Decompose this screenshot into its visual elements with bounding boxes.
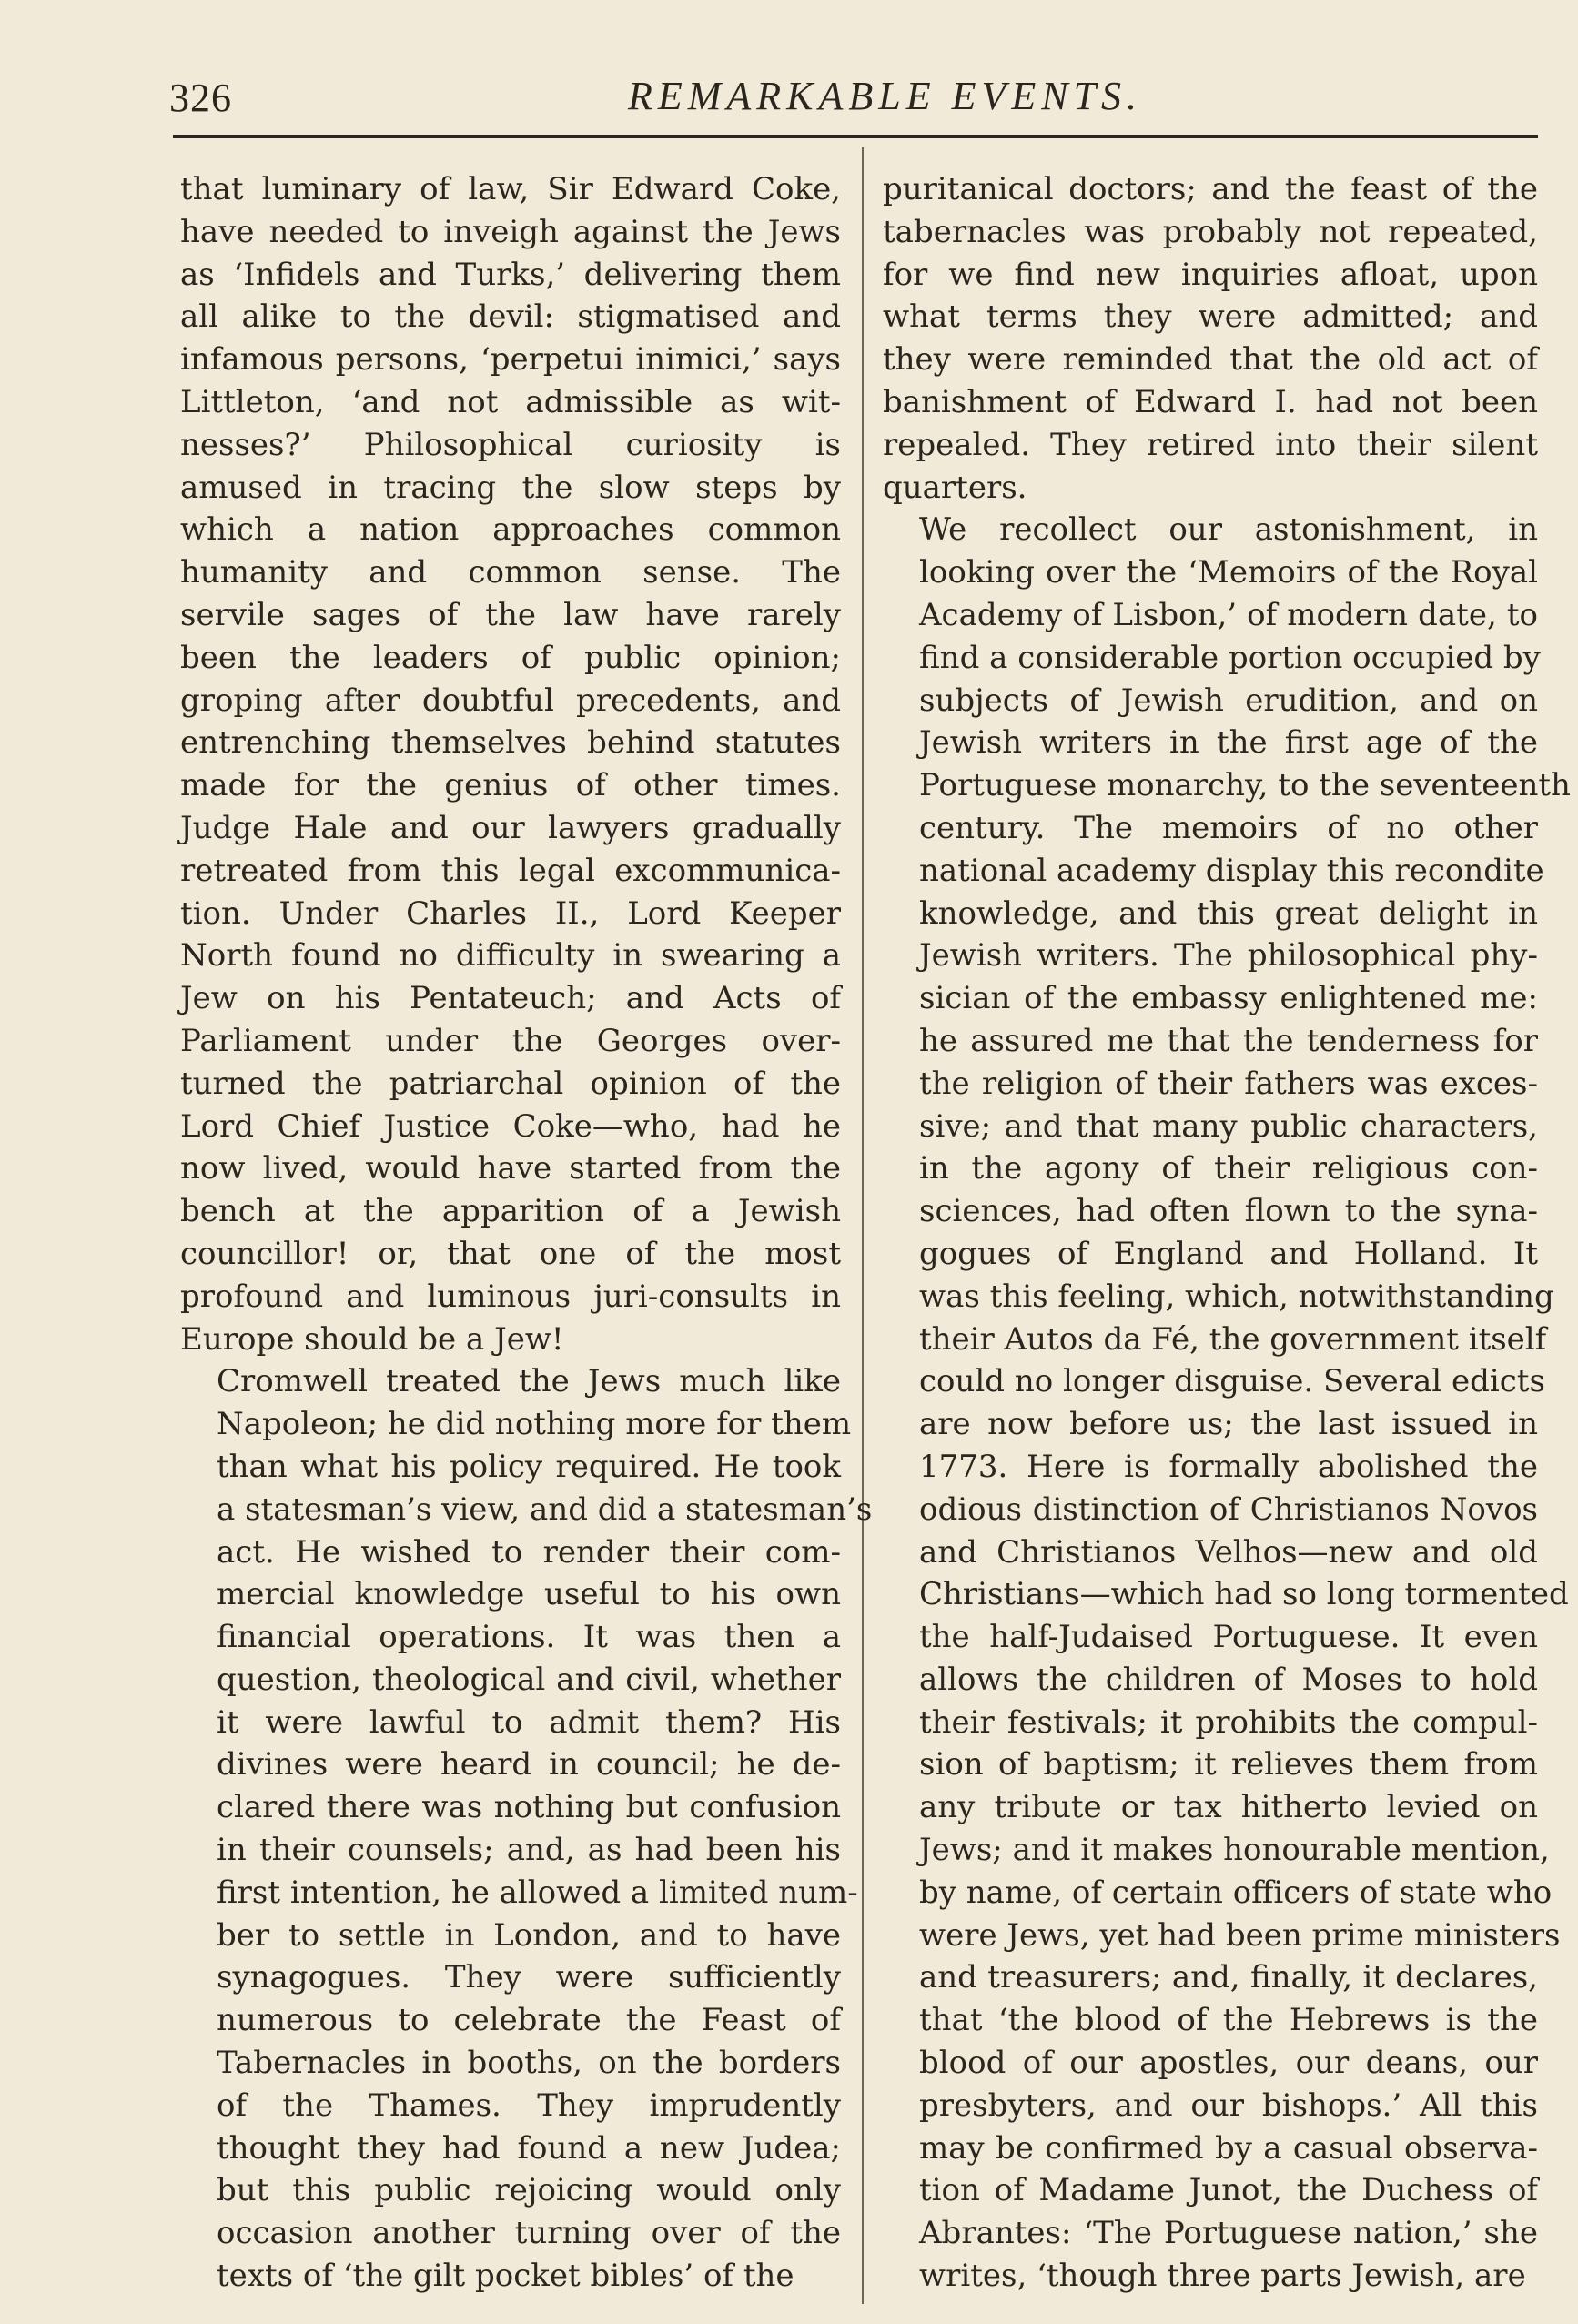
text-line: turned the patriarchal opinion of the	[180, 1065, 841, 1102]
text-line: sciences, had often flown to the syna-	[919, 1193, 1538, 1230]
text-line: Cromwell treated the Jews much like	[217, 1363, 841, 1400]
text-line: the religion of their fathers was exces-	[919, 1065, 1538, 1102]
text-line: allows the children of Moses to hold	[919, 1661, 1538, 1698]
text-line: any tribute or tax hitherto levied on	[919, 1789, 1538, 1826]
text-line: than what his policy required. He took	[217, 1448, 841, 1485]
text-line: subjects of Jewish erudition, and on	[919, 682, 1538, 719]
text-line: presbyters, and our bishops.’ All this	[919, 2087, 1538, 2124]
text-line: nesses?’ Philosophical curiosity is	[180, 426, 841, 463]
text-line: Jewish writers in the first age of the	[919, 724, 1538, 762]
text-line: a statesman’s view, and did a statesman’s	[217, 1490, 873, 1528]
text-line: looking over the ‘Memoirs of the Royal	[919, 554, 1538, 591]
text-line: century. The memoirs of no other	[919, 809, 1538, 846]
text-line: have needed to inveigh against the Jews	[180, 213, 841, 250]
text-line: by name, of certain officers of state who	[919, 1874, 1553, 1911]
text-line: national academy display this recondite	[919, 852, 1544, 889]
text-line: profound and luminous juri-consults in	[180, 1278, 841, 1315]
text-line: made for the genius of other times.	[180, 767, 841, 804]
text-line: Portuguese monarchy, to the seventeenth	[919, 767, 1571, 804]
text-line: tion of Madame Junot, the Duchess of	[919, 2172, 1538, 2209]
text-line: 1773. Here is formally abolished the	[919, 1448, 1538, 1485]
text-line: were Jews, yet had been prime ministers	[919, 1916, 1561, 1954]
text-line: Jews; and it makes honourable mention,	[919, 1832, 1550, 1869]
text-line: Judge Hale and our lawyers gradually	[180, 809, 841, 846]
text-line: North found no difficulty in swearing a	[180, 937, 841, 975]
text-line: quarters.	[883, 469, 1027, 506]
text-line: numerous to celebrate the Feast of	[217, 2002, 841, 2039]
text-line: amused in tracing the slow steps by	[180, 469, 841, 506]
text-line: Abrantes: ‘The Portuguese nation,’ she	[919, 2215, 1538, 2252]
text-line: what terms they were admitted; and	[883, 298, 1538, 336]
text-line: may be confirmed by a casual observa-	[919, 2129, 1538, 2167]
text-line: he assured me that the tenderness for	[919, 1022, 1538, 1059]
text-line: their Autos da Fé, the government itself	[919, 1320, 1547, 1358]
text-line: writes, ‘though three parts Jewish, are	[919, 2258, 1526, 2295]
text-line: in the agony of their religious con-	[919, 1150, 1538, 1187]
text-line: thought they had found a new Judea;	[217, 2129, 841, 2167]
text-line: repealed. They retired into their silent	[883, 426, 1538, 463]
text-line: Europe should be a Jew!	[180, 1320, 564, 1358]
text-line: for we find new inquiries afloat, upon	[883, 256, 1538, 293]
right-column	[883, 168, 1571, 2298]
text-line: but this public rejoicing would only	[217, 2172, 841, 2209]
text-line: groping after doubtful precedents, and	[180, 682, 841, 719]
text-line: Academy of Lisbon,’ of modern date, to	[919, 596, 1538, 633]
text-line: bench at the apparition of a Jewish	[180, 1193, 841, 1230]
text-line: ber to settle in London, and to have	[217, 1916, 841, 1954]
text-line: infamous persons, ‘perpetui inimici,’ says	[180, 341, 841, 379]
text-line: Jew on his Pentateuch; and Acts of	[180, 980, 841, 1017]
text-line: sive; and that many public characters,	[919, 1107, 1538, 1145]
text-line: tabernacles was probably not repeated,	[883, 213, 1538, 250]
text-line: their festivals; it prohibits the compul-	[919, 1703, 1538, 1741]
text-line: act. He wished to render their com-	[217, 1533, 841, 1571]
text-line: that luminary of law, Sir Edward Coke,	[180, 171, 841, 207]
text-line: they were reminded that the old act of	[883, 341, 1538, 379]
text-line: Littleton, ‘and not admissible as wit-	[180, 383, 841, 420]
text-line: blood of our apostles, our deans, our	[919, 2045, 1538, 2082]
left-column	[180, 168, 873, 2298]
text-line: puritanical doctors; and the feast of the	[883, 171, 1538, 207]
text-line: odious distinction of Christianos Novos	[919, 1490, 1538, 1528]
header-rule	[173, 135, 1538, 138]
text-line: Napoleon; he did nothing more for them	[217, 1406, 852, 1443]
text-line: which a nation approaches common	[180, 511, 841, 549]
text-line: question, theological and civil, whether	[217, 1661, 841, 1698]
text-line: as ‘Infidels and Turks,’ delivering them	[180, 256, 841, 293]
text-line: could no longer disguise. Several edicts	[919, 1363, 1545, 1400]
text-line: Parliament under the Georges over-	[180, 1022, 841, 1059]
text-line: retreated from this legal excommunica-	[180, 852, 841, 889]
text-line: that ‘the blood of the Hebrews is the	[919, 2002, 1538, 2039]
text-line: all alike to the devil: stigmatised and	[180, 298, 841, 336]
text-line: and treasurers; and, finally, it declares,	[919, 1959, 1538, 1996]
text-line: the half-Judaised Portuguese. It even	[919, 1619, 1538, 1656]
text-line: find a considerable portion occupied by	[919, 639, 1541, 676]
paragraph	[180, 1360, 873, 2298]
page-number: 326	[169, 76, 232, 120]
text-line: humanity and common sense. The	[180, 554, 841, 591]
text-line: and Christianos Velhos—new and old	[919, 1533, 1538, 1571]
text-line: Jewish writers. The philosophical phy-	[919, 937, 1538, 975]
text-line: synagogues. They were sufficiently	[217, 1959, 841, 1996]
text-line: councillor! or, that one of the most	[180, 1235, 841, 1272]
text-line: now lived, would have started from the	[180, 1150, 841, 1187]
text-line: Tabernacles in booths, on the borders	[217, 2045, 841, 2082]
text-line: knowledge, and this great delight in	[919, 894, 1538, 932]
text-line: clared there was nothing but confusion	[217, 1789, 841, 1826]
text-line: We recollect our astonishment, in	[919, 511, 1538, 549]
text-line: of the Thames. They imprudently	[217, 2087, 841, 2124]
text-line: in their counsels; and, as had been his	[217, 1832, 841, 1869]
text-line: are now before us; the last issued in	[919, 1406, 1538, 1443]
text-line: gogues of England and Holland. It	[919, 1235, 1538, 1272]
text-line: sion of baptism; it relieves them from	[919, 1746, 1538, 1783]
text-line: been the leaders of public opinion;	[180, 639, 841, 676]
text-line: it were lawful to admit them? His	[217, 1703, 841, 1741]
text-line: tion. Under Charles II., Lord Keeper	[180, 894, 841, 932]
text-line: entrenching themselves behind statutes	[180, 724, 841, 762]
text-line: financial operations. It was then a	[217, 1619, 841, 1656]
text-line: banishment of Edward I. had not been	[883, 383, 1538, 420]
text-line: servile sages of the law have rarely	[180, 596, 841, 633]
paragraph	[883, 509, 1571, 2297]
text-line: occasion another turning over of the	[217, 2215, 841, 2252]
text-line: divines were heard in council; he de-	[217, 1746, 841, 1783]
text-line: Christians—which had so long tormented	[919, 1576, 1569, 1613]
text-line: texts of ‘the gilt pocket bibles’ of the	[217, 2258, 794, 2295]
text-line: first intention, he allowed a limited num-	[217, 1874, 858, 1911]
text-line: sician of the embassy enlightened me:	[919, 980, 1538, 1017]
text-line: Lord Chief Justice Coke—who, had he	[180, 1107, 841, 1145]
text-line: mercial knowledge useful to his own	[217, 1576, 841, 1613]
paragraph	[883, 168, 1538, 509]
running-head: REMARKABLE EVENTS.	[628, 74, 1143, 118]
text-line: was this feeling, which, notwithstanding	[919, 1278, 1554, 1315]
paragraph	[180, 168, 841, 1360]
column-divider	[862, 147, 864, 2304]
